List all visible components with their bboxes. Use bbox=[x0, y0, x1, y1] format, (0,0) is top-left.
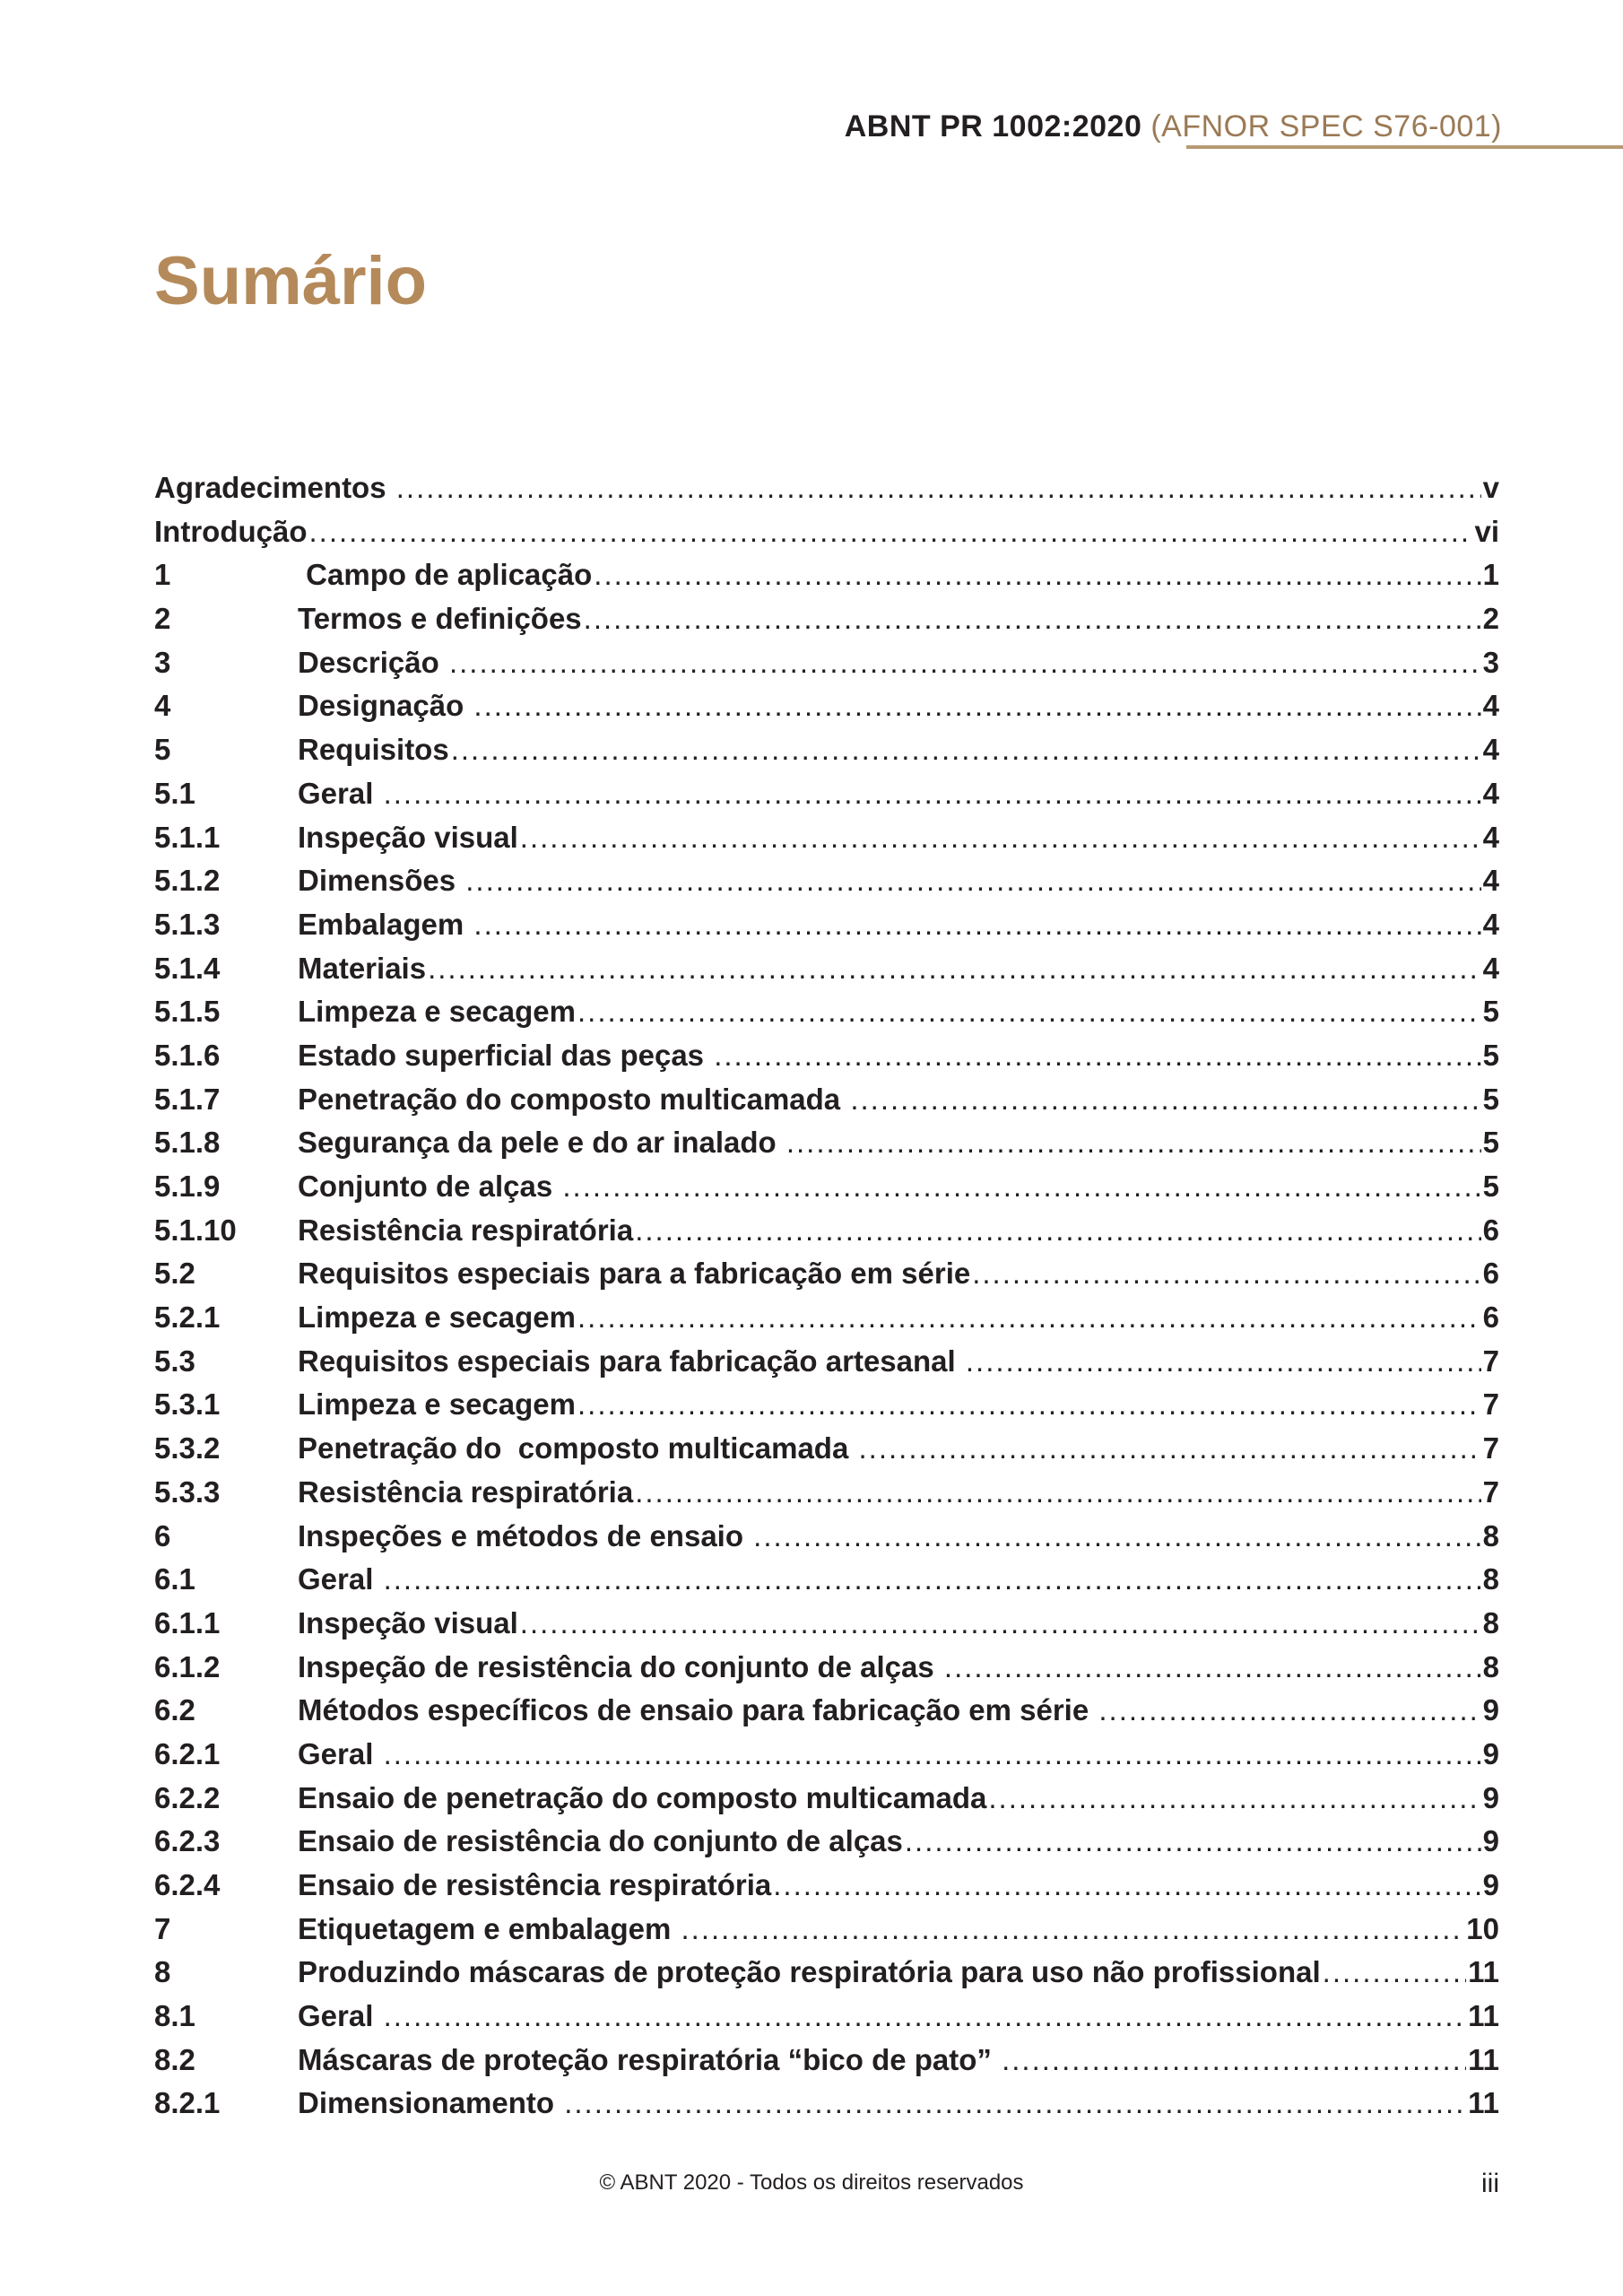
toc-entry-title: Campo de aplicação bbox=[298, 558, 593, 592]
toc-entry-title: Dimensionamento bbox=[298, 2086, 563, 2120]
toc-entry-page: 1 bbox=[1482, 558, 1499, 592]
toc-entry-title: Métodos específicos de ensaio para fabricação em série bbox=[298, 1693, 1098, 1727]
page-number: iii bbox=[1481, 2169, 1499, 2198]
toc-entry[interactable] bbox=[154, 1864, 1499, 1908]
toc-entry-number: 4 bbox=[154, 689, 171, 723]
toc-entry-title: Requisitos especiais para fabricação artesanal bbox=[298, 1344, 964, 1378]
toc-entry-page: 8 bbox=[1482, 1562, 1499, 1596]
toc-entry-title: Penetração do composto multicamada bbox=[298, 1082, 849, 1116]
toc-entry[interactable] bbox=[154, 1165, 1499, 1209]
toc-leader-dots bbox=[473, 684, 1480, 728]
toc-entry[interactable] bbox=[154, 1689, 1499, 1733]
toc-entry-number: 5.2 bbox=[154, 1257, 195, 1291]
toc-entry-title: Introdução bbox=[154, 514, 308, 548]
toc-entry-number: 5.1.4 bbox=[154, 951, 221, 985]
toc-leader-dots bbox=[681, 1908, 1464, 1952]
toc-entry[interactable] bbox=[154, 1121, 1499, 1165]
toc-entry-page: 2 bbox=[1482, 602, 1499, 636]
toc-entry-title: Dimensões bbox=[298, 864, 464, 898]
toc-leader-dots bbox=[584, 597, 1481, 641]
toc-entry-page: 10 bbox=[1466, 1911, 1499, 1945]
toc-entry[interactable] bbox=[154, 1908, 1499, 1952]
toc-entry-page: 6 bbox=[1482, 1300, 1499, 1335]
toc-entry-number: 6.2.2 bbox=[154, 1780, 221, 1814]
toc-leader-dots bbox=[384, 1733, 1481, 1777]
toc-entry[interactable] bbox=[154, 510, 1499, 554]
toc-leader-dots bbox=[451, 728, 1481, 772]
toc-leader-dots bbox=[309, 510, 1473, 554]
toc-entry-number: 5.3.2 bbox=[154, 1431, 221, 1465]
toc-entry-title: Resistência respiratória bbox=[298, 1474, 634, 1509]
toc-entry-title: Inspeção de resistência do conjunto de alças bbox=[298, 1649, 942, 1683]
toc-leader-dots bbox=[577, 990, 1481, 1034]
toc-entry-number: 6.1.1 bbox=[154, 1605, 221, 1639]
toc-entry[interactable] bbox=[154, 1034, 1499, 1078]
reference-code: (AFNOR SPEC S76-001) bbox=[1150, 109, 1502, 144]
toc-entry-page: 5 bbox=[1482, 995, 1499, 1029]
toc-leader-dots bbox=[384, 772, 1481, 816]
toc-entry-number: 5.1.1 bbox=[154, 820, 221, 854]
toc-entry[interactable] bbox=[154, 684, 1499, 728]
toc-leader-dots bbox=[562, 1165, 1480, 1209]
toc-entry[interactable] bbox=[154, 1383, 1499, 1427]
toc-entry-title: Limpeza e secagem bbox=[298, 1387, 576, 1422]
toc-entry-title: Agradecimentos bbox=[154, 471, 395, 504]
toc-entry-number: 1 bbox=[154, 558, 171, 592]
toc-leader-dots bbox=[944, 1646, 1481, 1690]
toc-leader-dots bbox=[966, 1340, 1481, 1384]
toc-entry-title: Etiquetagem e embalagem bbox=[298, 1911, 680, 1945]
toc-entry[interactable] bbox=[154, 1340, 1499, 1384]
toc-entry-page: 7 bbox=[1482, 1431, 1499, 1465]
toc-entry-page: 5 bbox=[1482, 1082, 1499, 1116]
toc-entry-title: Requisitos especiais para a fabricação em série bbox=[298, 1257, 971, 1291]
toc-entry-page: 7 bbox=[1482, 1474, 1499, 1509]
toc-entry-title: Produzindo máscaras de proteção respiratória para uso não profissional bbox=[298, 1955, 1321, 1989]
toc-entry-page: 4 bbox=[1482, 951, 1499, 985]
toc-leader-dots bbox=[786, 1121, 1481, 1165]
toc-entry-number: 6.1 bbox=[154, 1562, 195, 1596]
toc-entry-page: 9 bbox=[1482, 1693, 1499, 1727]
toc-entry-page: 11 bbox=[1468, 1955, 1499, 1989]
toc-leader-dots bbox=[384, 1558, 1481, 1602]
standard-code: ABNT PR 1002:2020 bbox=[844, 109, 1142, 144]
toc-leader-dots bbox=[714, 1034, 1480, 1078]
toc-entry-page: 4 bbox=[1482, 733, 1499, 767]
toc-entry-title: Geral bbox=[298, 1736, 382, 1770]
toc-leader-dots bbox=[972, 1252, 1480, 1296]
toc-leader-dots bbox=[473, 903, 1480, 947]
toc-entry-number: 8.1 bbox=[154, 1999, 195, 2033]
toc-entry[interactable] bbox=[154, 816, 1499, 860]
toc-entry-page: v bbox=[1482, 471, 1499, 504]
toc-leader-dots bbox=[988, 1777, 1480, 1821]
toc-entry[interactable] bbox=[154, 728, 1499, 772]
toc-entry-title: Embalagem bbox=[298, 907, 473, 941]
toc-entry-number: 6.2.4 bbox=[154, 1868, 221, 1901]
toc-entry[interactable] bbox=[154, 1209, 1499, 1253]
toc-entry-title: Segurança da pele e do ar inalado bbox=[298, 1126, 785, 1160]
document-header bbox=[845, 109, 1502, 144]
toc-entry-number: 6.2.3 bbox=[154, 1824, 221, 1858]
toc-entry[interactable] bbox=[154, 1602, 1499, 1646]
toc-entry-page: 6 bbox=[1482, 1213, 1499, 1247]
toc-entry-number: 5.1.6 bbox=[154, 1038, 221, 1072]
toc-leader-dots bbox=[428, 947, 1481, 991]
toc-leader-dots bbox=[850, 1078, 1480, 1122]
toc-leader-dots bbox=[635, 1471, 1480, 1515]
footer-copyright: © ABNT 2020 - Todos os direitos reservados bbox=[599, 2170, 1024, 2195]
toc-entry[interactable] bbox=[154, 903, 1499, 947]
toc-leader-dots bbox=[577, 1296, 1481, 1340]
toc-entry-number: 5.1.7 bbox=[154, 1082, 221, 1116]
toc-entry[interactable] bbox=[154, 466, 1499, 510]
toc-entry-number: 6.2.1 bbox=[154, 1736, 221, 1770]
toc-entry-title: Penetração do composto multicamada bbox=[298, 1431, 857, 1465]
toc-entry-page: 4 bbox=[1482, 776, 1499, 810]
toc-leader-dots bbox=[520, 1602, 1481, 1646]
toc-entry-number: 5.1 bbox=[154, 776, 195, 810]
toc-entry-number: 5.1.3 bbox=[154, 907, 221, 941]
toc-leader-dots bbox=[396, 466, 1481, 510]
toc-entry[interactable] bbox=[154, 1951, 1499, 1995]
toc-entry[interactable] bbox=[154, 1995, 1499, 2039]
toc-leader-dots bbox=[905, 1820, 1481, 1864]
toc-entry-page: 4 bbox=[1482, 689, 1499, 723]
toc-entry-page: 9 bbox=[1482, 1824, 1499, 1858]
toc-leader-dots bbox=[1323, 1951, 1466, 1995]
toc-leader-dots bbox=[577, 1383, 1481, 1427]
toc-entry-number: 7 bbox=[154, 1911, 171, 1945]
toc-entry[interactable] bbox=[154, 1427, 1499, 1471]
toc-leader-dots bbox=[1002, 2039, 1466, 2083]
toc-leader-dots bbox=[384, 1995, 1467, 2039]
toc-entry-title: Ensaio de resistência respiratória bbox=[298, 1868, 772, 1901]
page-title: Sumário bbox=[154, 243, 428, 319]
toc-leader-dots bbox=[1098, 1689, 1480, 1733]
toc-entry[interactable] bbox=[154, 1471, 1499, 1515]
toc-entry[interactable] bbox=[154, 859, 1499, 903]
toc-entry-number: 5.1.10 bbox=[154, 1213, 237, 1247]
toc-entry-page: 4 bbox=[1482, 907, 1499, 941]
toc-entry-page: 11 bbox=[1468, 2042, 1499, 2076]
toc-entry-page: 5 bbox=[1482, 1038, 1499, 1072]
toc-leader-dots bbox=[635, 1209, 1480, 1253]
toc-entry-page: 4 bbox=[1482, 864, 1499, 898]
toc-entry-page: 7 bbox=[1482, 1344, 1499, 1378]
toc-entry-title: Conjunto de alças bbox=[298, 1170, 561, 1203]
toc-entry-title: Resistência respiratória bbox=[298, 1213, 634, 1247]
toc-entry[interactable] bbox=[154, 990, 1499, 1034]
toc-entry[interactable] bbox=[154, 1820, 1499, 1864]
toc-entry[interactable] bbox=[154, 597, 1499, 641]
toc-entry[interactable] bbox=[154, 1078, 1499, 1122]
toc-entry-page: 11 bbox=[1468, 2086, 1499, 2120]
header-rule bbox=[1186, 145, 1623, 149]
toc-entry-number: 6 bbox=[154, 1518, 171, 1552]
toc-entry[interactable] bbox=[154, 1558, 1499, 1602]
toc-entry-number: 5 bbox=[154, 733, 171, 767]
toc-entry-title: Limpeza e secagem bbox=[298, 1300, 576, 1335]
toc-entry-page: 3 bbox=[1482, 645, 1499, 679]
toc-entry-number: 8 bbox=[154, 1955, 171, 1989]
toc-entry-page: 11 bbox=[1468, 1999, 1499, 2033]
toc-entry-title: Ensaio de resistência do conjunto de alças bbox=[298, 1824, 903, 1858]
toc-entry-title: Ensaio de penetração do composto multicamada bbox=[298, 1780, 987, 1814]
toc-entry-page: 7 bbox=[1482, 1387, 1499, 1422]
toc-entry-title: Inspeção visual bbox=[298, 1605, 518, 1639]
toc-leader-dots bbox=[520, 816, 1481, 860]
toc-entry[interactable] bbox=[154, 1733, 1499, 1777]
toc-entry-page: vi bbox=[1474, 514, 1499, 548]
toc-entry-number: 8.2 bbox=[154, 2042, 195, 2076]
toc-entry-page: 8 bbox=[1482, 1605, 1499, 1639]
toc-entry-title: Estado superficial das peças bbox=[298, 1038, 713, 1072]
toc-entry-title: Termos e definições bbox=[298, 602, 582, 636]
toc-entry-page: 9 bbox=[1482, 1736, 1499, 1770]
toc-entry-page: 8 bbox=[1482, 1518, 1499, 1552]
toc-entry-number: 5.3.1 bbox=[154, 1387, 221, 1422]
toc-entry[interactable] bbox=[154, 2039, 1499, 2083]
toc-entry[interactable] bbox=[154, 1252, 1499, 1296]
toc-entry[interactable] bbox=[154, 1296, 1499, 1340]
toc-entry-number: 5.3.3 bbox=[154, 1474, 221, 1509]
toc-entry-title: Limpeza e secagem bbox=[298, 995, 576, 1029]
toc-entry-page: 5 bbox=[1482, 1170, 1499, 1203]
toc-entry[interactable] bbox=[154, 641, 1499, 685]
toc-entry-title: Geral bbox=[298, 1999, 382, 2033]
toc-leader-dots bbox=[449, 641, 1481, 685]
toc-entry-title: Máscaras de proteção respiratória “bico de pato” bbox=[298, 2042, 1001, 2076]
toc-entry-number: 6.1.2 bbox=[154, 1649, 221, 1683]
toc-entry[interactable] bbox=[154, 947, 1499, 991]
toc-leader-dots bbox=[753, 1515, 1480, 1559]
toc-leader-dots bbox=[594, 553, 1480, 597]
toc-entry-title: Materiais bbox=[298, 951, 427, 985]
toc-leader-dots bbox=[773, 1864, 1480, 1908]
toc-leader-dots bbox=[465, 859, 1480, 903]
toc-entry-page: 9 bbox=[1482, 1780, 1499, 1814]
toc-entry-title: Inspeção visual bbox=[298, 820, 518, 854]
toc-entry-title: Requisitos bbox=[298, 733, 449, 767]
toc-entry-page: 8 bbox=[1482, 1649, 1499, 1683]
toc-entry[interactable] bbox=[154, 1646, 1499, 1690]
table-of-contents bbox=[154, 466, 1499, 2126]
toc-entry-number: 6.2 bbox=[154, 1693, 195, 1727]
toc-entry-number: 8.2.1 bbox=[154, 2086, 221, 2120]
toc-entry-page: 6 bbox=[1482, 1257, 1499, 1291]
toc-entry-title: Geral bbox=[298, 776, 382, 810]
toc-entry-page: 9 bbox=[1482, 1868, 1499, 1901]
toc-entry[interactable] bbox=[154, 772, 1499, 816]
toc-entry[interactable] bbox=[154, 1777, 1499, 1821]
toc-entry-page: 5 bbox=[1482, 1126, 1499, 1160]
toc-entry-number: 5.3 bbox=[154, 1344, 195, 1378]
toc-entry-number: 5.1.2 bbox=[154, 864, 221, 898]
toc-leader-dots bbox=[564, 2082, 1466, 2126]
toc-entry[interactable] bbox=[154, 553, 1499, 597]
toc-entry-number: 5.1.9 bbox=[154, 1170, 221, 1203]
toc-entry-title: Descrição bbox=[298, 645, 447, 679]
toc-entry-number: 5.1.5 bbox=[154, 995, 221, 1029]
toc-entry-number: 5.1.8 bbox=[154, 1126, 221, 1160]
toc-entry-number: 5.2.1 bbox=[154, 1300, 221, 1335]
toc-leader-dots bbox=[859, 1427, 1481, 1471]
toc-entry-number: 2 bbox=[154, 602, 171, 636]
toc-entry-number: 3 bbox=[154, 645, 171, 679]
toc-entry-title: Inspeções e métodos de ensaio bbox=[298, 1518, 752, 1552]
toc-entry[interactable] bbox=[154, 2082, 1499, 2126]
toc-entry-title: Designação bbox=[298, 689, 473, 723]
toc-entry[interactable] bbox=[154, 1515, 1499, 1559]
toc-entry-title: Geral bbox=[298, 1562, 382, 1596]
toc-entry-page: 4 bbox=[1482, 820, 1499, 854]
